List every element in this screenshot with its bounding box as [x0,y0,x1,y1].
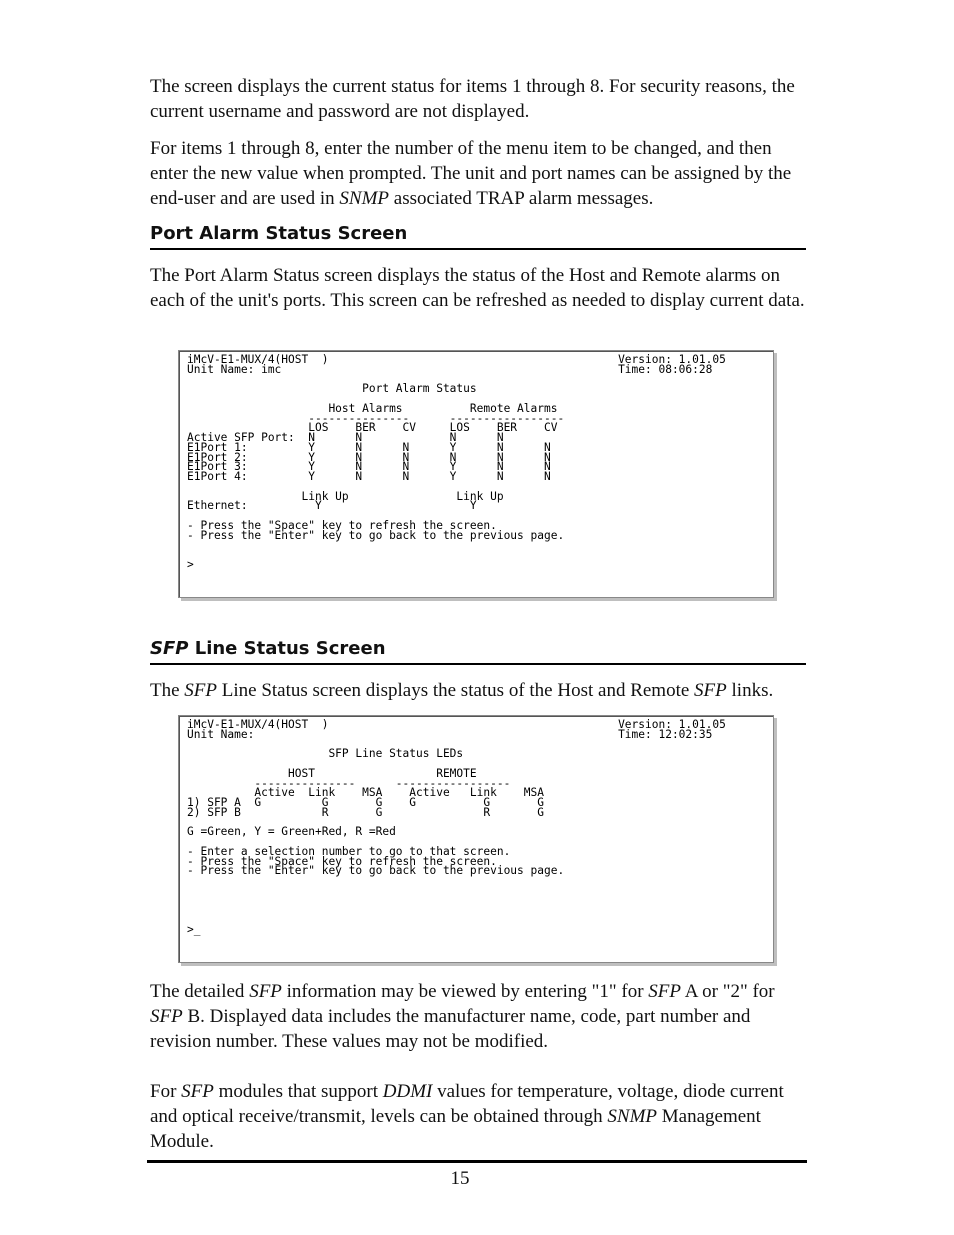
text: For items 1 through 8, enter the number of the menu item to be changed, and then enter the new value when prompted. The unit and port names can be assigned by the end-user and are used in [150,138,792,209]
ddmi-term: DDMI [382,1081,433,1102]
sfp-term: SFP [694,680,727,701]
sfp-term: SFP [249,981,282,1002]
heading-text: Line Status Screen [188,638,386,659]
sfp-term: SFP [648,981,682,1002]
text: links. [726,680,774,701]
sfp-line-terminal-screenshot [178,715,774,963]
intro-paragraph: The screen displays the current status for items 1 through 8. For security reasons, the current username and password are not displayed. [150,76,795,122]
text: B. Displayed data includes the manufacturer name, code, part number and revision number. These values may not be modified. [150,1006,751,1052]
ddmi-paragraph [150,1079,810,1154]
text: modules that support [213,1081,383,1102]
sfp-term: SFP [150,1006,183,1027]
items-paragraph [150,136,810,211]
text: Line Status screen displays the status of the Host and Remote [217,680,695,701]
port-alarm-terminal-screenshot [178,350,774,598]
terminal-text: iMcV-E1-MUX/4(HOST ) Version: 1.01.05 Unit Name: imc Time: 08:06:28 Port Alarm Status Host Alarms Remote Alarms --------------- ----------------- LOS BER CV LOS BER CV Active SFP Port: N N N N E1Port 1: Y N N Y N N E1Port 2: Y N N N N N E1Port 3: Y N N Y N N E1Port 4: Y N N Y N N Link Up Link Up Ethernet: Y Y - Press the "Space" key to refresh the screen. - Press the "Enter" key to go back to the previous page. > [187,353,726,571]
text: Management Module. [150,1106,761,1152]
sfp-term: SFP [181,1081,214,1102]
sfp-term: SFP [150,638,189,659]
sfp-line-status-heading [150,638,806,665]
text: information may be viewed by entering "1" for [281,981,649,1002]
snmp-term: SNMP [607,1106,658,1127]
sfp-term: SFP [184,680,218,701]
text: The detailed [150,981,250,1002]
port-alarm-heading: Port Alarm Status Screen [150,223,806,250]
text: The [150,680,185,701]
snmp-term: SNMP [339,188,390,209]
text: values for temperature, voltage, diode current and optical receive/transmit, levels can be obtained through [150,1081,784,1127]
page-number: 15 [450,1168,470,1189]
text: For [150,1081,182,1102]
text: associated TRAP alarm messages. [389,188,654,209]
text: A or "2" for [681,981,775,1002]
sfp-detail-paragraph [150,979,810,1054]
footer-rule [147,1160,807,1163]
port-alarm-paragraph: The Port Alarm Status screen displays the status of the Host and Remote alarms on each of the unit's ports. This screen can be refreshed as needed to display current data. [150,265,805,311]
terminal-text: iMcV-E1-MUX/4(HOST ) Version: 1.01.05 Unit Name: Time: 12:02:35 SFP Line Status LEDs HOST REMOTE --------------- ----------------- Active Link MSA Active Link MSA 1) SFP A G G G G G G 2) SFP B R G R G G =Green, Y = Green+Red, R =Red - Enter a selection number to go to that screen. - Press the "Space" key to refresh the screen. - Press the "Enter" key to go back to the previous page. >_ [187,718,726,936]
sfp-line-paragraph [150,678,810,703]
